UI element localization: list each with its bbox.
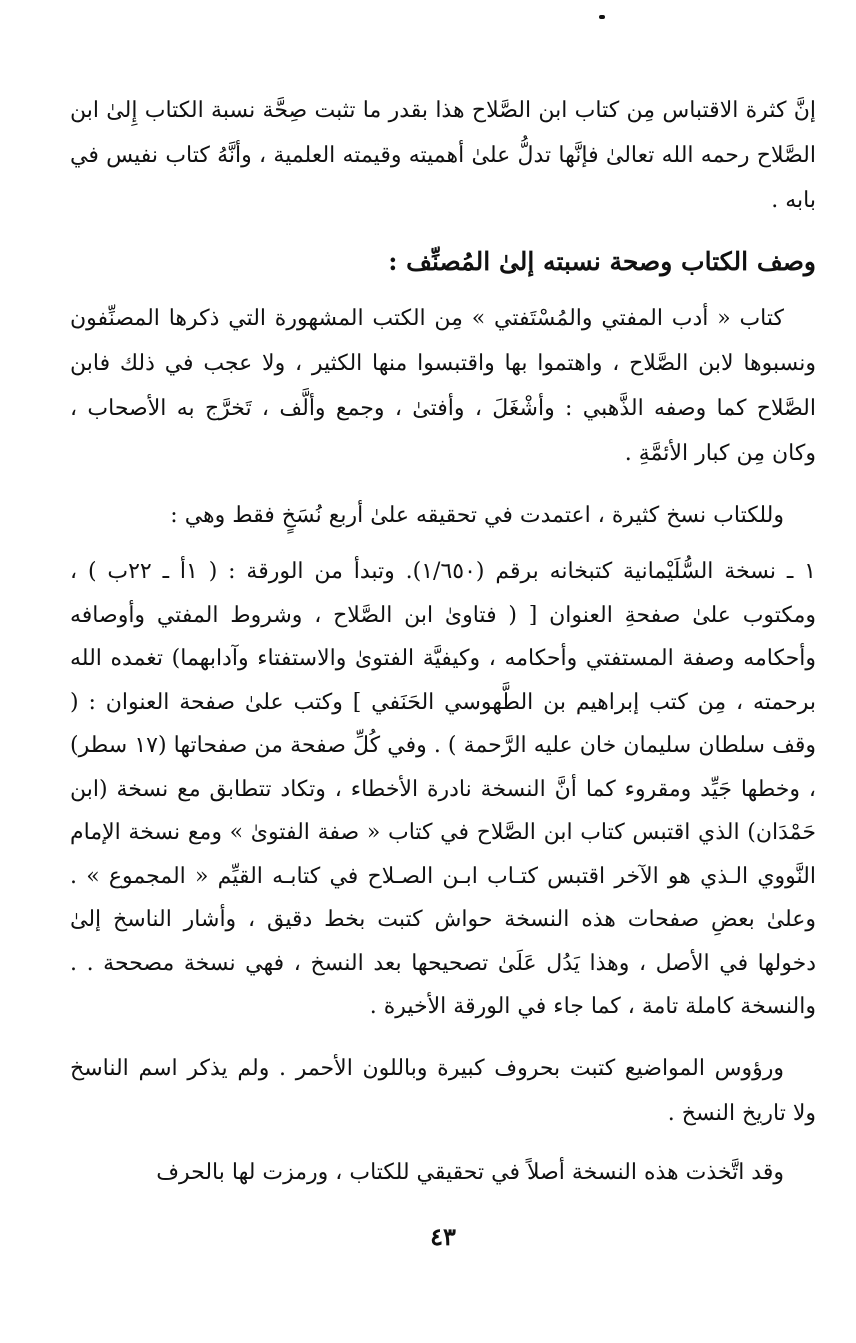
copies-paragraph: وللكتاب نسخ كثيرة ، اعتمدت في تحقيقه علىٰ أربع نُسَخٍ فقط وهي : [170,503,784,528]
page-mark [599,15,605,19]
section-heading: وصف الكتاب وصحة نسبته إلىٰ المُصنِّف : [388,247,816,276]
book-description-paragraph: كتاب « أدب المفتي والمُسْتَفتي » مِن الكتب المشهورة التي ذكرها المصنِّفون ونسبوها لابن الصَّلاح ، واهتموا بها واقتبسوا منها الكثير ، ولا عجب في ذلك فابن الصَّلاح كما وصفه الذَّهبي : وأشْغَلَ ، وأفتىٰ ، وجمع وألَّف ، تَخرَّج به الأصحاب ، وكان مِن كبار الأئمَّةِ . [70,306,816,466]
book-page [70,0,816,1343]
headings-paragraph: ورؤوس المواضيع كتبت بحروف كبيرة وباللون الأحمر . ولم يذكر اسم الناسخ ولا تاريخ النسخ . [70,1056,816,1126]
intro-paragraph: إنَّ كثرة الاقتباس مِن كتاب ابن الصَّلاح هذا بقدر ما تثبت صِحَّة نسبة الكتاب إِلىٰ ابن الصَّلاح رحمه الله تعالىٰ فإنَّها تدلُّ علىٰ أهميته وقيمته العلمية ، وأنَّهُ كتاب نفيس في بابه . [70,98,816,213]
page-number: ٤٣ [430,1222,456,1251]
first-copy-paragraph: ١ ـ نسخة السُّلَيْمانية كتبخانه برقم (١/٦٥٠). وتبدأ من الورقة : ( ١أ ـ ٢٢ب ) ، ومكتوب علىٰ صفحةِ العنوان [ ( فتاوىٰ ابن الصَّلاح ، وشروط المفتي وأوصافه وأحكامه وصفة المستفتي وأحكامه ، وكيفيَّة الفتوىٰ والاستفتاء وآدابهما) تغمده الله برحمته ، مِن كتب إبراهيم بن الطَّهوسي الحَنَفي ] وكتب علىٰ صفحة العنوان : ( وقف سلطان سليمان خان عليه الرَّحمة ) . وفي كُلِّ صفحة من صفحاتها (١٧ سطر) ، وخطها جَيِّد ومقروء كما أنَّ النسخة نادرة الأخطاء ، وتكاد تتطابق مع نسخة (ابن حَمْدَان) الذي اقتبس كتاب ابن الصَّلاح في كتاب « صفة الفتوىٰ » ومع نسخة الإمام النَّووي الـذي هو الآخر اقتبس كتـاب ابـن الصـلاح في كتابـه القيِّم « المجموع » . وعلىٰ بعضِ صفحات هذه النسخة حواش كتبت بخط دقيق ، وأشار الناسخ إلىٰ دخولها في الأصل ، وهذا يَدُل عَلَىٰ تصحيحها بعد النسخ ، فهي نسخة مصححة . . والنسخة كاملة تامة ، كما جاء في الورقة الأخيرة . [70,559,816,1019]
adopted-copy-paragraph: وقد اتَّخذت هذه النسخة أصلاً في تحقيقي للكتاب ، ورمزت لها بالحرف [156,1160,784,1185]
